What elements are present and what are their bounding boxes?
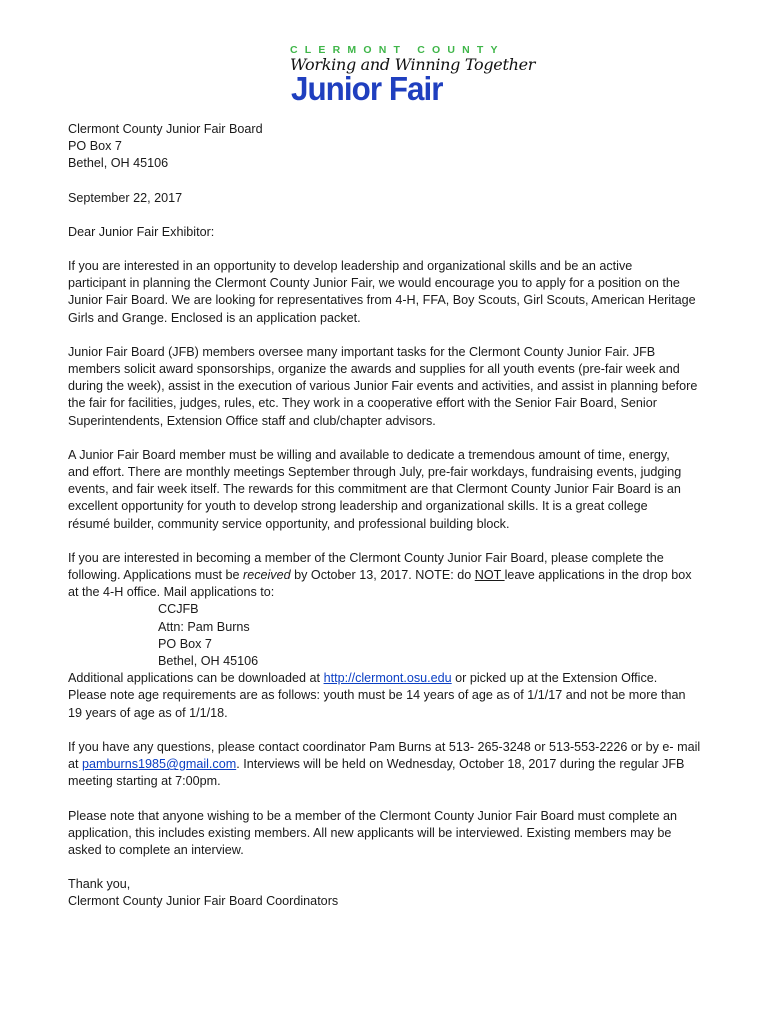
text-line: Please note age requirements are as follows: youth must be 14 years of age as of 1/1/17 and not be more than: [68, 688, 686, 703]
extension-website-link[interactable]: http://clermont.osu.edu: [323, 671, 452, 686]
signature: Clermont County Junior Fair Board Coordinators: [68, 894, 339, 909]
text-line: A Junior Fair Board member must be willing and available to dedicate a tremendous amount of time, energy,: [68, 447, 670, 462]
letter-body: [68, 121, 708, 911]
text-line: Superintendents, Extension Office staff and club/chapter advisors.: [68, 413, 436, 428]
text-line: Junior Fair Board. We are looking for representatives from 4-H, FFA, Boy Scouts, Girl Scouts, American Heritage: [68, 293, 696, 308]
paragraph-duties: [68, 344, 708, 430]
text-line: meeting starting at 7:00pm.: [68, 774, 221, 789]
salutation: Dear Junior Fair Exhibitor:: [68, 224, 215, 239]
text-line: the fair for facilities, judges, rules, etc. They work in a cooperative effort with the Senior Fair Board, Senior: [68, 396, 657, 411]
text-line: résumé builder, community service opportunity, and professional building block.: [68, 516, 510, 531]
text-line: 19 years of age as of 1/1/18.: [68, 705, 228, 720]
address-box: PO Box 7: [68, 139, 122, 154]
email-link[interactable]: pamburns1985@gmail.com: [82, 757, 237, 772]
text-line: events, and fair week itself. The rewards for this commitment are that Clermont County Junior Fair Board is an: [68, 482, 681, 497]
paragraph-intro: [68, 258, 708, 327]
paragraph-contact: [68, 739, 708, 791]
paragraph-commitment: [68, 447, 708, 533]
received-emphasis: received: [243, 568, 291, 583]
logo-county: CLERMONT COUNTY: [290, 44, 505, 56]
text-line: If you have any questions, please contact coordinator Pam Burns at 513- 265-3248 or 513-553-2226 or by e- mail: [68, 739, 701, 754]
text-line: and effort. There are monthly meetings September through July, pre-fair workdays, fundraising events, judging: [68, 465, 682, 480]
text-line: If you are interested in becoming a member of the Clermont County Junior Fair Board, please complete the: [68, 550, 664, 565]
text-line: members solicit award sponsorships, organize the awards and supplies for all youth events (pre-fair week and: [68, 362, 680, 377]
closing-thanks: Thank you,: [68, 877, 131, 892]
text-line: Girls and Grange. Enclosed is an application packet.: [68, 310, 361, 325]
logo: [290, 44, 536, 107]
paragraph-application: [68, 550, 708, 722]
mailing-address: [68, 601, 708, 670]
text-line: Additional applications can be downloaded at http://clermont.osu.edu or picked up at the Extension Office.: [68, 671, 658, 686]
text-line: during the week), assist in the execution of various Junior Fair events and activities, and assist in planning before: [68, 379, 698, 394]
text-line: application, this includes existing members. All new applicants will be interviewed. Existing members may be: [68, 825, 672, 840]
logo-title: Junior Fair: [291, 70, 443, 107]
closing: [68, 876, 708, 910]
text-line: participant in planning the Clermont County Junior Fair, we would encourage you to apply for a position on the: [68, 276, 680, 291]
mail-line: PO Box 7: [158, 636, 212, 651]
text-line: excellent opportunity for youth to develop strong leadership and organizational skills. It is a great college: [68, 499, 648, 514]
mail-line: Attn: Pam Burns: [158, 619, 250, 634]
text-line: Junior Fair Board (JFB) members oversee many important tasks for the Clermont County Junior Fair. JFB: [68, 344, 656, 359]
text-line: If you are interested in an opportunity to develop leadership and organizational skills and be an active: [68, 259, 633, 274]
mail-line: Bethel, OH 45106: [158, 654, 259, 669]
text-line: following. Applications must be received by October 13, 2017. NOTE: do NOT leave applications in the drop box: [68, 568, 692, 583]
paragraph-note: [68, 808, 708, 860]
mail-line: CCJFB: [158, 602, 199, 617]
text-line: Please note that anyone wishing to be a member of the Clermont County Junior Fair Board must complete an: [68, 808, 678, 823]
not-underline: NOT: [474, 568, 505, 583]
address-org: Clermont County Junior Fair Board: [68, 122, 263, 136]
letter-date: September 22, 2017: [68, 190, 183, 205]
address-city: Bethel, OH 45106: [68, 156, 169, 171]
logo-tagline: Working and Winning Together: [290, 55, 536, 74]
text-line: at the 4-H office. Mail applications to:: [68, 585, 275, 600]
text-line: at pamburns1985@gmail.com. Interviews will be held on Wednesday, October 18, 2017 during the regular JFB: [68, 757, 685, 772]
text-line: asked to complete an interview.: [68, 842, 244, 857]
address-block: [68, 121, 708, 173]
